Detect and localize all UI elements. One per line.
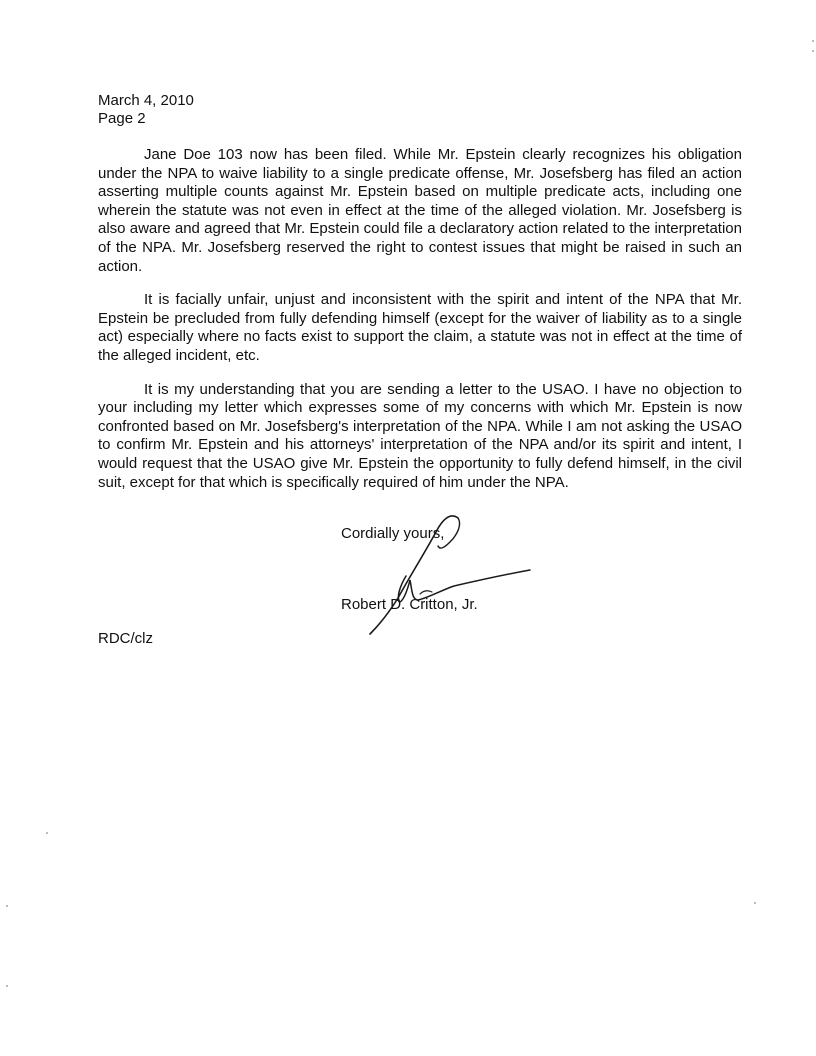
paragraph-1: Jane Doe 103 now has been filed. While Mr. Epstein clearly recognizes his obligation under the NPA to waive liability to a single predicate offense, Mr. Josefsberg has filed an action asserting multiple counts against Mr. Epstein based on multiple predicate acts, including one wherein the statute was not even in effect at the time of the alleged violation. Mr. Josefsberg is also aware and agreed that Mr. Epstein could file a declaratory action related to the interpretation of the NPA. Mr. Josefsberg reserved the right to contest issues that might be raised in such an action. [98,146,742,275]
letter-header [98,92,194,128]
letter-date: March 4, 2010 [98,92,194,109]
paragraph-3: It is my understanding that you are sending a letter to the USAO. I have no objection to your including my letter which expresses some of my concerns with which Mr. Epstein is now confronted based on Mr. Josefsberg's interpretation of the NPA. While I am not asking the USAO to confirm Mr. Epstein and his attorneys' interpretation of the NPA and/or its spirit and intent, I would request that the USAO give Mr. Epstein the opportunity to fully defend himself, in the civil suit, except for that which is specifically required of him under the NPA. [98,380,742,491]
reference-initials: RDC/clz [98,630,153,647]
page-number: Page 2 [98,110,146,127]
scan-speck [6,985,8,987]
scan-speck [812,50,814,52]
scan-speck [46,832,48,834]
letter-body [98,146,742,507]
scan-speck [754,902,756,904]
scan-speck [812,40,814,42]
signer-name: Robert D. Critton, Jr. [341,596,478,613]
paragraph-2: It is facially unfair, unjust and inconsistent with the spirit and intent of the NPA that Mr. Epstein be precluded from fully defending himself (except for the waiver of liability as to a single act) especially where no facts exist to support the claim, a statute was not in effect at the time of the alleged incident, etc. [98,291,742,364]
handwritten-signature [362,510,532,635]
closing-line: Cordially yours, [341,525,445,542]
scan-speck [6,905,8,907]
